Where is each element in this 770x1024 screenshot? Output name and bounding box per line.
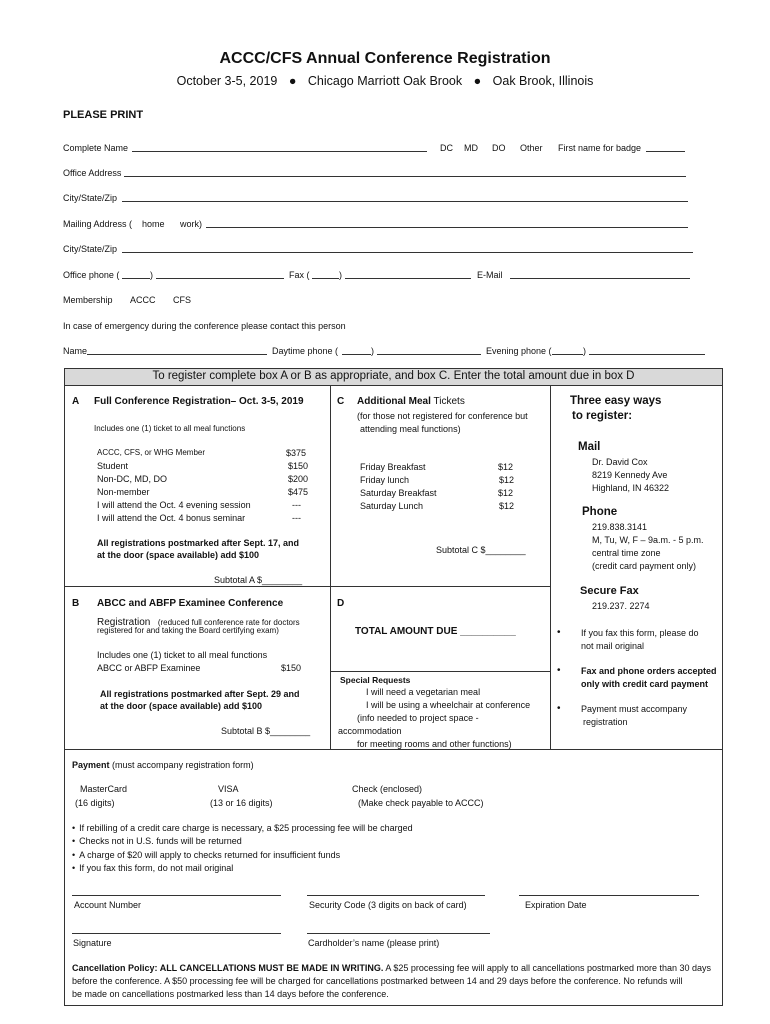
phone-line-2: M, Tu, W, F – 9a.m. - 5 p.m. [592,535,704,545]
box-a-price-nondc: $200 [288,474,309,484]
box-c-note-1: (for those not registered for conference but [357,411,528,421]
box-a-option-nondc[interactable]: Non-DC, MD, DO [97,474,168,484]
box-a-option-bonus[interactable]: I will attend the Oct. 4 bonus seminar [97,513,246,523]
box-a-price-member: $375 [286,448,307,458]
box-a-late-note-1: All registrations postmarked after Sept. 17, and [97,538,300,548]
fax-title: Secure Fax [580,585,639,597]
box-c-option-fri-lunch[interactable]: Friday lunch [360,475,410,485]
box-b-price-examinee: $150 [281,663,302,673]
mailing-address-label: Mailing Address ( [63,219,133,229]
page-title: ACCC/CFS Annual Conference Registration [219,50,551,67]
account-number-input[interactable] [72,884,281,894]
box-a-price-nonmember: $475 [288,487,309,497]
office-city-state-zip-input[interactable] [122,191,688,201]
fax-number: 219.237. 2274 [592,601,650,611]
mail-line-2: 8219 Kennedy Ave [592,470,668,480]
sidebar-bullet-2a: Fax and phone orders accepted [581,666,717,676]
daytime-phone-input[interactable] [342,344,481,354]
sidebar-bullet-1a: If you fax this form, please do [581,628,699,638]
bullet-icon: • [557,627,561,638]
instructions-text: To register complete box A or B as appropriate, and box C. Enter the total amount due in box D [152,370,635,382]
office-address-label: Office Address [63,168,122,178]
phone-title: Phone [582,506,618,518]
total-amount-due[interactable]: TOTAL AMOUNT DUE __________ [355,626,516,637]
box-a-option-member[interactable]: ACCC, CFS, or WHG Member [97,448,206,457]
mailing-city-state-zip-input[interactable] [122,242,693,252]
sidebar-bullet-3b: registration [583,717,628,727]
box-b-title-note: (reduced full conference rate for doctors [157,618,300,627]
expiration-date-input[interactable] [519,884,699,894]
special-requests-title: Special Requests [340,675,411,685]
fax-label: Fax ( [289,270,310,280]
box-c-note-2: attending meal functions) [360,424,461,434]
cancellation-policy-line-1 [72,963,711,973]
payment-check-option[interactable]: Check (enclosed) [352,784,423,794]
request-note-2: accommodation [338,726,402,736]
box-a-price-student: $150 [288,461,309,471]
box-a-includes: Includes one (1) ticket to all meal functions [94,424,246,433]
cardholder-name-input[interactable] [307,922,490,932]
box-c-letter: C [337,396,345,407]
box-b-title: ABCC and ABFP Examinee Conference [97,598,284,609]
phone-line-4: (credit card payment only) [592,561,697,571]
box-c-price-fri-breakfast: $12 [498,462,514,472]
signature-input[interactable] [72,922,281,932]
separator-dot-icon: ● [473,74,482,88]
payment-mastercard-option[interactable]: MasterCard [80,784,128,794]
signature-label: Signature [73,938,112,948]
check-note: (Make check payable to ACCC) [358,798,484,808]
emergency-name-label: Name [63,346,88,356]
payment-note-3: • A charge of $20 will apply to checks returned for insufficient funds [72,850,340,860]
box-b-includes: Includes one (1) ticket to all meal functions [97,650,268,660]
request-wheelchair[interactable]: I will be using a wheelchair at conference [366,700,531,710]
event-subtitle [0,74,770,88]
event-city: Oak Brook, Illinois [492,74,594,88]
box-b-late-note-2: at the door (space available) add $100 [100,701,263,711]
request-note-3: for meeting rooms and other functions) [357,739,512,749]
event-date: October 3-5, 2019 [176,74,278,88]
payment-visa-option[interactable]: VISA [218,784,239,794]
box-c-price-sat-lunch: $12 [499,501,515,511]
box-a-option-evening[interactable]: I will attend the Oct. 4 evening session [97,500,251,510]
box-c-price-sat-breakfast: $12 [498,488,514,498]
sidebar-bullet-3a: Payment must accompany [581,704,688,714]
box-c-title-bold: Additional Meal [357,396,431,407]
daytime-phone-label: Daytime phone ( [272,346,339,356]
phone-line-3: central time zone [592,548,661,558]
box-a-price-evening: --- [292,500,301,510]
mail-line-1: Dr. David Cox [592,457,648,467]
please-print-label: PLEASE PRINT [63,109,144,121]
city-state-zip-label: City/State/Zip [63,193,118,203]
payment-note-4: • If you fax this form, do not mail original [72,863,233,873]
expiration-date-label: Expiration Date [525,900,587,910]
degree-other[interactable]: Other [520,143,543,153]
office-phone-label: Office phone ( [63,270,120,280]
request-note-1: (info needed to project space - [357,713,479,723]
emergency-name-input[interactable] [87,344,267,354]
complete-name-label: Complete Name [63,143,129,153]
box-c-option-fri-breakfast[interactable]: Friday Breakfast [360,462,426,472]
request-vegetarian[interactable]: I will need a vegetarian meal [366,687,481,697]
phone-line-1: 219.838.3141 [592,522,648,532]
box-c-title [357,396,465,407]
box-b-note: registered for and taking the Board certifying exam) [97,626,279,635]
emergency-contact-label: In case of emergency during the conference please contact this person [63,321,346,331]
box-b-late-note-1: All registrations postmarked after Sept. 29 and [100,689,300,699]
degree-do[interactable]: DO [492,143,506,153]
payment-title [72,760,254,770]
box-a-late-note-2: at the door (space available) add $100 [97,550,260,560]
box-a-subtotal[interactable]: Subtotal A $________ [214,575,303,585]
badge-name-input[interactable] [646,141,685,151]
separator-dot-icon: ● [288,74,297,88]
mailing-address-input[interactable] [206,217,688,227]
bullet-icon: • [557,665,561,676]
mail-title: Mail [578,441,601,453]
box-c-option-sat-breakfast[interactable]: Saturday Breakfast [360,488,437,498]
box-a-title: Full Conference Registration– Oct. 3-5, 2019 [94,396,304,407]
sidebar-title-2: to register: [572,410,633,422]
degree-dc[interactable]: DC [440,143,453,153]
box-a-option-student[interactable]: Student [97,461,129,471]
box-a-option-nonmember[interactable]: Non-member [97,487,150,497]
sidebar-bullet-2b: only with credit card payment [581,679,709,689]
sidebar-bullet-1b: not mail original [581,641,645,651]
complete-name-input[interactable] [132,141,427,151]
email-input[interactable] [510,268,690,278]
security-code-label: Security Code (3 digits on back of card) [309,900,467,910]
visa-note: (13 or 16 digits) [210,798,273,808]
mastercard-note: (16 digits) [75,798,115,808]
event-venue: Chicago Marriott Oak Brook [307,74,463,88]
fax-input[interactable] [312,268,471,278]
box-c-title-rest: Tickets [433,396,465,407]
cancellation-policy-bold: Cancellation Policy: ALL CANCELLATIONS MUST BE MADE IN WRITING. [72,963,384,973]
mail-line-3: Highland, IN 46322 [592,483,670,493]
box-a-letter: A [72,396,80,407]
box-b-letter: B [72,598,80,609]
evening-phone-input[interactable] [552,344,705,354]
degree-md[interactable]: MD [464,143,478,153]
cancellation-policy-line-2: before the conference. A $50 processing fee will be charged for cancellations postmarked between 14 and 29 days before the conference. No refunds will [72,976,683,986]
evening-phone-label: Evening phone ( [486,346,552,356]
cancellation-policy-line-3: be made on cancellations postmarked less than 14 days before the conference. [72,989,389,999]
email-label: E-Mail [477,270,503,280]
cardholder-label: Cardholder’s name (please print) [308,938,440,948]
payment-title-bold: Payment [72,760,110,770]
membership-cfs-option[interactable]: CFS [173,295,191,305]
bullet-icon: • [557,703,561,714]
account-number-label: Account Number [74,900,142,910]
payment-note-1: • If rebilling of a credit care charge is necessary, a $25 processing fee will be charged [72,823,413,833]
badge-name-label: First name for badge [558,143,642,153]
box-c-subtotal[interactable]: Subtotal C $________ [436,545,526,555]
office-phone-input[interactable] [122,268,284,278]
box-b-title-2: Registration [97,617,151,628]
security-code-input[interactable] [307,884,485,894]
payment-title-rest: (must accompany registration form) [112,760,254,770]
payment-note-2: • Checks not in U.S. funds will be returned [72,836,242,846]
membership-label: Membership [63,295,113,305]
box-b-option-examinee[interactable]: ABCC or ABFP Examinee [97,663,201,673]
box-a-price-bonus: --- [292,513,301,523]
box-c-option-sat-lunch[interactable]: Saturday Lunch [360,501,424,511]
city-state-zip-label-2: City/State/Zip [63,244,118,254]
box-b-subtotal[interactable]: Subtotal B $________ [221,726,311,736]
sidebar-title-1: Three easy ways [570,395,662,407]
office-address-input[interactable] [124,166,686,176]
box-d-letter: D [337,598,345,609]
mailing-work-option[interactable]: work) [180,219,202,229]
membership-accc-option[interactable]: ACCC [130,295,156,305]
box-c-price-fri-lunch: $12 [499,475,515,485]
cancellation-policy-text-1: A $25 processing fee will apply to all cancellations postmarked more than 30 days [385,963,712,973]
mailing-home-option[interactable]: home [142,219,165,229]
